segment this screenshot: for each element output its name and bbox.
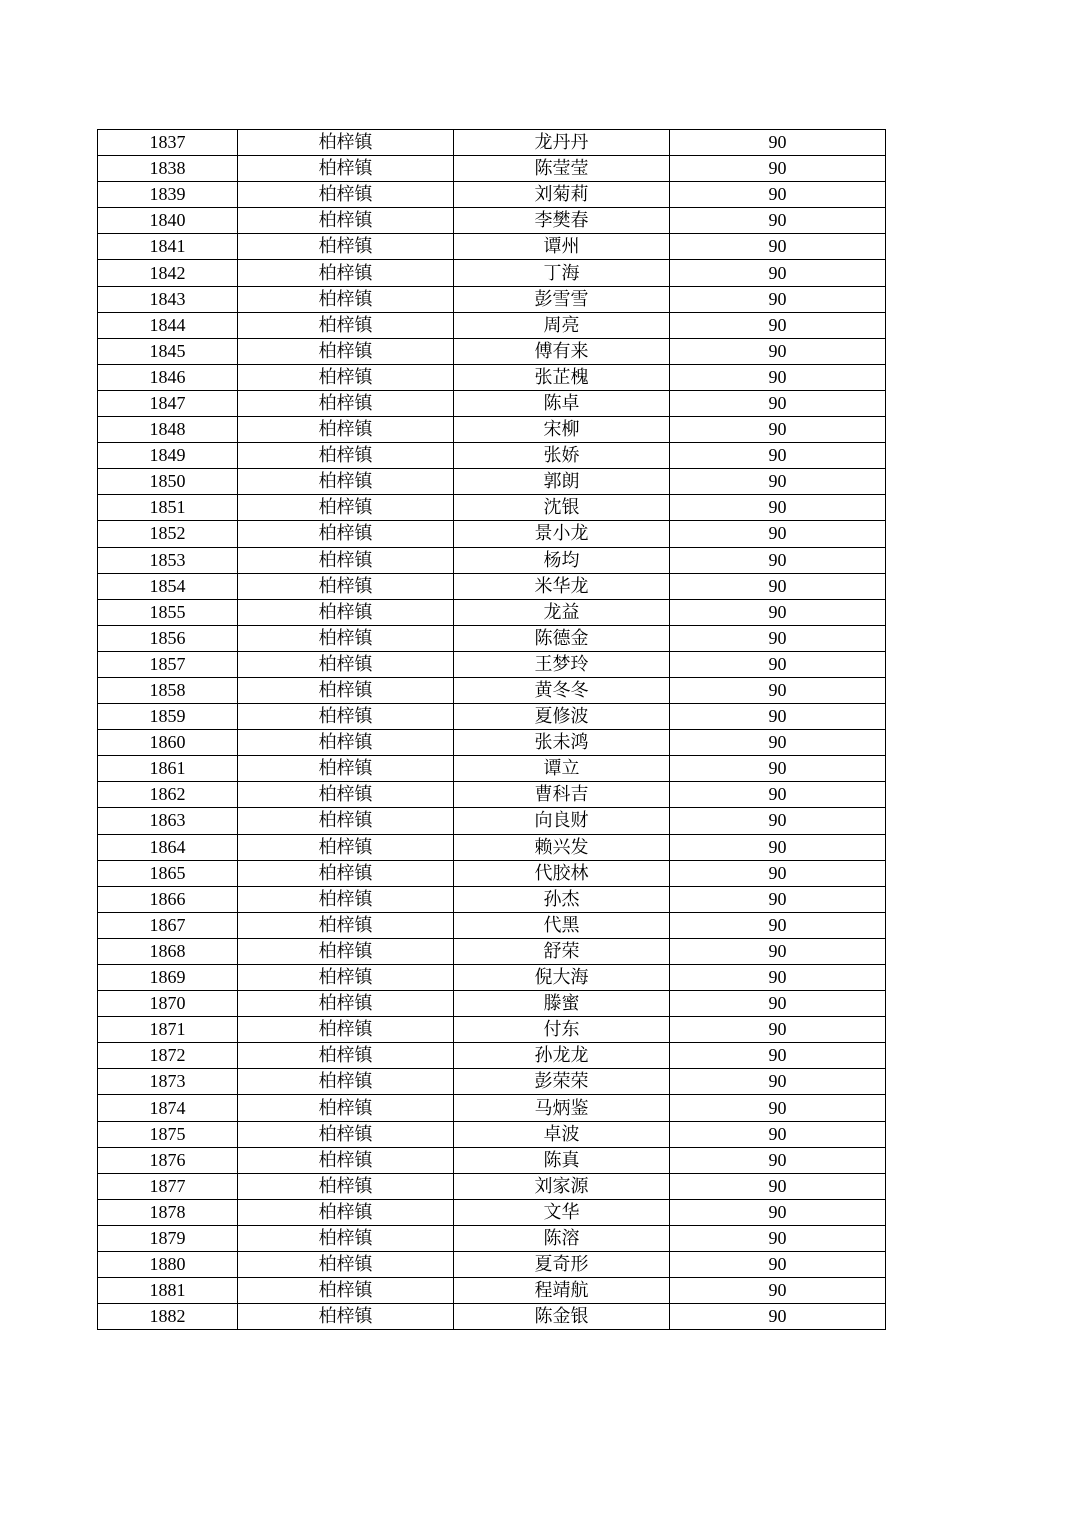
row-number-cell: 1861 <box>98 756 238 782</box>
name-cell: 陈卓 <box>454 390 670 416</box>
score-cell: 90 <box>670 1069 886 1095</box>
score-cell: 90 <box>670 1278 886 1304</box>
row-number-cell: 1872 <box>98 1043 238 1069</box>
name-cell: 谭立 <box>454 756 670 782</box>
row-number-cell: 1865 <box>98 860 238 886</box>
score-cell: 90 <box>670 286 886 312</box>
score-cell: 90 <box>670 782 886 808</box>
town-cell: 柏梓镇 <box>238 338 454 364</box>
town-cell: 柏梓镇 <box>238 991 454 1017</box>
table-body <box>98 130 886 1330</box>
name-cell: 刘菊莉 <box>454 182 670 208</box>
score-cell: 90 <box>670 469 886 495</box>
score-cell: 90 <box>670 834 886 860</box>
table-row <box>98 1043 886 1069</box>
town-cell: 柏梓镇 <box>238 1278 454 1304</box>
town-cell: 柏梓镇 <box>238 912 454 938</box>
table-row <box>98 730 886 756</box>
town-cell: 柏梓镇 <box>238 651 454 677</box>
table-row <box>98 599 886 625</box>
score-cell: 90 <box>670 938 886 964</box>
score-cell: 90 <box>670 886 886 912</box>
table-row <box>98 417 886 443</box>
row-number-cell: 1845 <box>98 338 238 364</box>
name-cell: 陈德金 <box>454 625 670 651</box>
row-number-cell: 1855 <box>98 599 238 625</box>
name-cell: 郭朗 <box>454 469 670 495</box>
row-number-cell: 1856 <box>98 625 238 651</box>
row-number-cell: 1881 <box>98 1278 238 1304</box>
row-number-cell: 1859 <box>98 704 238 730</box>
row-number-cell: 1876 <box>98 1147 238 1173</box>
score-cell: 90 <box>670 390 886 416</box>
score-cell: 90 <box>670 547 886 573</box>
score-cell: 90 <box>670 130 886 156</box>
name-cell: 赖兴发 <box>454 834 670 860</box>
score-cell: 90 <box>670 521 886 547</box>
table-row <box>98 260 886 286</box>
score-cell: 90 <box>670 860 886 886</box>
score-cell: 90 <box>670 599 886 625</box>
score-cell: 90 <box>670 234 886 260</box>
score-cell: 90 <box>670 756 886 782</box>
row-number-cell: 1857 <box>98 651 238 677</box>
table-row <box>98 312 886 338</box>
row-number-cell: 1867 <box>98 912 238 938</box>
town-cell: 柏梓镇 <box>238 390 454 416</box>
score-cell: 90 <box>670 1225 886 1251</box>
row-number-cell: 1874 <box>98 1095 238 1121</box>
row-number-cell: 1840 <box>98 208 238 234</box>
table-row <box>98 1173 886 1199</box>
score-cell: 90 <box>670 651 886 677</box>
town-cell: 柏梓镇 <box>238 495 454 521</box>
table-row <box>98 521 886 547</box>
town-cell: 柏梓镇 <box>238 364 454 390</box>
row-number-cell: 1866 <box>98 886 238 912</box>
town-cell: 柏梓镇 <box>238 469 454 495</box>
name-cell: 米华龙 <box>454 573 670 599</box>
name-cell: 宋柳 <box>454 417 670 443</box>
town-cell: 柏梓镇 <box>238 1225 454 1251</box>
score-cell: 90 <box>670 1304 886 1330</box>
table-row <box>98 808 886 834</box>
table-row <box>98 756 886 782</box>
table-row <box>98 286 886 312</box>
town-cell: 柏梓镇 <box>238 1043 454 1069</box>
name-cell: 倪大海 <box>454 965 670 991</box>
row-number-cell: 1844 <box>98 312 238 338</box>
score-cell: 90 <box>670 1095 886 1121</box>
table-row <box>98 573 886 599</box>
table-row <box>98 208 886 234</box>
town-cell: 柏梓镇 <box>238 443 454 469</box>
table-row <box>98 1121 886 1147</box>
town-cell: 柏梓镇 <box>238 312 454 338</box>
table-row <box>98 1017 886 1043</box>
table-row <box>98 651 886 677</box>
town-cell: 柏梓镇 <box>238 677 454 703</box>
name-cell: 孙杰 <box>454 886 670 912</box>
table-row <box>98 547 886 573</box>
row-number-cell: 1846 <box>98 364 238 390</box>
name-cell: 张芷槐 <box>454 364 670 390</box>
row-number-cell: 1878 <box>98 1199 238 1225</box>
name-cell: 曹科吉 <box>454 782 670 808</box>
name-cell: 付东 <box>454 1017 670 1043</box>
score-cell: 90 <box>670 573 886 599</box>
table-row <box>98 234 886 260</box>
table-row <box>98 965 886 991</box>
table-row <box>98 625 886 651</box>
table-row <box>98 834 886 860</box>
town-cell: 柏梓镇 <box>238 130 454 156</box>
table-row <box>98 338 886 364</box>
score-cell: 90 <box>670 182 886 208</box>
name-cell: 马炳鉴 <box>454 1095 670 1121</box>
score-cell: 90 <box>670 208 886 234</box>
name-cell: 陈溶 <box>454 1225 670 1251</box>
table-row <box>98 782 886 808</box>
score-cell: 90 <box>670 312 886 338</box>
name-cell: 龙丹丹 <box>454 130 670 156</box>
town-cell: 柏梓镇 <box>238 156 454 182</box>
name-cell: 孙龙龙 <box>454 1043 670 1069</box>
table-row <box>98 860 886 886</box>
town-cell: 柏梓镇 <box>238 182 454 208</box>
name-cell: 周亮 <box>454 312 670 338</box>
row-number-cell: 1843 <box>98 286 238 312</box>
row-number-cell: 1852 <box>98 521 238 547</box>
town-cell: 柏梓镇 <box>238 234 454 260</box>
table-row <box>98 1252 886 1278</box>
row-number-cell: 1849 <box>98 443 238 469</box>
town-cell: 柏梓镇 <box>238 286 454 312</box>
table-row <box>98 364 886 390</box>
score-cell: 90 <box>670 1121 886 1147</box>
row-number-cell: 1879 <box>98 1225 238 1251</box>
row-number-cell: 1864 <box>98 834 238 860</box>
score-cell: 90 <box>670 1147 886 1173</box>
town-cell: 柏梓镇 <box>238 1173 454 1199</box>
town-cell: 柏梓镇 <box>238 1095 454 1121</box>
town-cell: 柏梓镇 <box>238 1147 454 1173</box>
row-number-cell: 1868 <box>98 938 238 964</box>
table-row <box>98 469 886 495</box>
town-cell: 柏梓镇 <box>238 208 454 234</box>
name-cell: 龙益 <box>454 599 670 625</box>
row-number-cell: 1838 <box>98 156 238 182</box>
row-number-cell: 1850 <box>98 469 238 495</box>
town-cell: 柏梓镇 <box>238 1199 454 1225</box>
score-cell: 90 <box>670 730 886 756</box>
table-row <box>98 938 886 964</box>
row-number-cell: 1853 <box>98 547 238 573</box>
row-number-cell: 1858 <box>98 677 238 703</box>
name-cell: 傅有来 <box>454 338 670 364</box>
row-number-cell: 1869 <box>98 965 238 991</box>
row-number-cell: 1875 <box>98 1121 238 1147</box>
row-number-cell: 1860 <box>98 730 238 756</box>
town-cell: 柏梓镇 <box>238 756 454 782</box>
table-row <box>98 1278 886 1304</box>
row-number-cell: 1873 <box>98 1069 238 1095</box>
row-number-cell: 1841 <box>98 234 238 260</box>
score-cell: 90 <box>670 912 886 938</box>
score-cell: 90 <box>670 1017 886 1043</box>
score-cell: 90 <box>670 991 886 1017</box>
row-number-cell: 1854 <box>98 573 238 599</box>
table-row <box>98 156 886 182</box>
row-number-cell: 1871 <box>98 1017 238 1043</box>
row-number-cell: 1880 <box>98 1252 238 1278</box>
row-number-cell: 1848 <box>98 417 238 443</box>
table-row <box>98 443 886 469</box>
score-cell: 90 <box>670 260 886 286</box>
name-cell: 舒荣 <box>454 938 670 964</box>
name-cell: 程靖航 <box>454 1278 670 1304</box>
name-cell: 滕蜜 <box>454 991 670 1017</box>
table-row <box>98 677 886 703</box>
name-cell: 王梦玲 <box>454 651 670 677</box>
name-cell: 彭荣荣 <box>454 1069 670 1095</box>
town-cell: 柏梓镇 <box>238 1304 454 1330</box>
table-row <box>98 912 886 938</box>
row-number-cell: 1839 <box>98 182 238 208</box>
town-cell: 柏梓镇 <box>238 808 454 834</box>
table-row <box>98 1069 886 1095</box>
name-cell: 彭雪雪 <box>454 286 670 312</box>
data-table <box>97 129 886 1330</box>
score-cell: 90 <box>670 338 886 364</box>
score-cell: 90 <box>670 1043 886 1069</box>
name-cell: 沈银 <box>454 495 670 521</box>
table-row <box>98 130 886 156</box>
town-cell: 柏梓镇 <box>238 730 454 756</box>
table-row <box>98 495 886 521</box>
score-cell: 90 <box>670 625 886 651</box>
row-number-cell: 1837 <box>98 130 238 156</box>
table-row <box>98 390 886 416</box>
name-cell: 张娇 <box>454 443 670 469</box>
name-cell: 丁海 <box>454 260 670 286</box>
name-cell: 黄冬冬 <box>454 677 670 703</box>
table-row <box>98 182 886 208</box>
name-cell: 向良财 <box>454 808 670 834</box>
score-cell: 90 <box>670 1252 886 1278</box>
score-cell: 90 <box>670 1173 886 1199</box>
town-cell: 柏梓镇 <box>238 417 454 443</box>
name-cell: 景小龙 <box>454 521 670 547</box>
name-cell: 陈金银 <box>454 1304 670 1330</box>
name-cell: 李樊春 <box>454 208 670 234</box>
row-number-cell: 1851 <box>98 495 238 521</box>
town-cell: 柏梓镇 <box>238 547 454 573</box>
row-number-cell: 1877 <box>98 1173 238 1199</box>
row-number-cell: 1882 <box>98 1304 238 1330</box>
name-cell: 陈真 <box>454 1147 670 1173</box>
name-cell: 陈莹莹 <box>454 156 670 182</box>
town-cell: 柏梓镇 <box>238 521 454 547</box>
town-cell: 柏梓镇 <box>238 573 454 599</box>
row-number-cell: 1863 <box>98 808 238 834</box>
table-row <box>98 704 886 730</box>
table-row <box>98 1147 886 1173</box>
score-cell: 90 <box>670 417 886 443</box>
town-cell: 柏梓镇 <box>238 1017 454 1043</box>
score-cell: 90 <box>670 808 886 834</box>
score-cell: 90 <box>670 704 886 730</box>
town-cell: 柏梓镇 <box>238 1252 454 1278</box>
score-cell: 90 <box>670 1199 886 1225</box>
town-cell: 柏梓镇 <box>238 1069 454 1095</box>
score-cell: 90 <box>670 495 886 521</box>
town-cell: 柏梓镇 <box>238 860 454 886</box>
score-cell: 90 <box>670 156 886 182</box>
town-cell: 柏梓镇 <box>238 965 454 991</box>
row-number-cell: 1870 <box>98 991 238 1017</box>
name-cell: 杨均 <box>454 547 670 573</box>
table-row <box>98 991 886 1017</box>
name-cell: 代胶林 <box>454 860 670 886</box>
town-cell: 柏梓镇 <box>238 625 454 651</box>
table-row <box>98 1304 886 1330</box>
name-cell: 文华 <box>454 1199 670 1225</box>
name-cell: 张未鸿 <box>454 730 670 756</box>
name-cell: 谭州 <box>454 234 670 260</box>
town-cell: 柏梓镇 <box>238 938 454 964</box>
name-cell: 代黑 <box>454 912 670 938</box>
table-row <box>98 1225 886 1251</box>
score-cell: 90 <box>670 677 886 703</box>
town-cell: 柏梓镇 <box>238 704 454 730</box>
row-number-cell: 1862 <box>98 782 238 808</box>
table-row <box>98 1095 886 1121</box>
score-cell: 90 <box>670 364 886 390</box>
name-cell: 刘家源 <box>454 1173 670 1199</box>
row-number-cell: 1842 <box>98 260 238 286</box>
name-cell: 夏奇形 <box>454 1252 670 1278</box>
row-number-cell: 1847 <box>98 390 238 416</box>
table-row <box>98 1199 886 1225</box>
town-cell: 柏梓镇 <box>238 260 454 286</box>
score-cell: 90 <box>670 965 886 991</box>
town-cell: 柏梓镇 <box>238 1121 454 1147</box>
town-cell: 柏梓镇 <box>238 886 454 912</box>
name-cell: 夏修波 <box>454 704 670 730</box>
town-cell: 柏梓镇 <box>238 599 454 625</box>
score-cell: 90 <box>670 443 886 469</box>
town-cell: 柏梓镇 <box>238 782 454 808</box>
table-row <box>98 886 886 912</box>
name-cell: 卓波 <box>454 1121 670 1147</box>
town-cell: 柏梓镇 <box>238 834 454 860</box>
